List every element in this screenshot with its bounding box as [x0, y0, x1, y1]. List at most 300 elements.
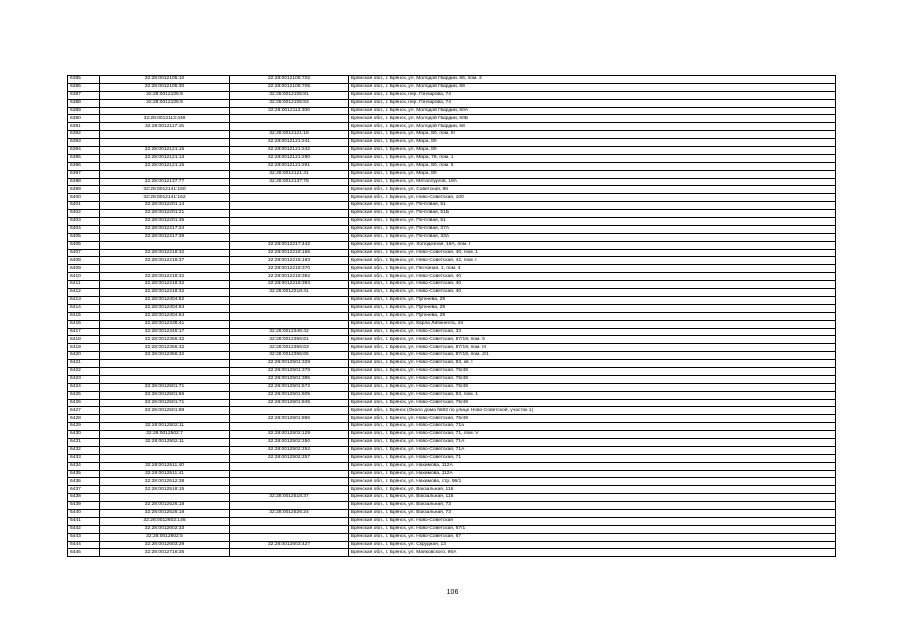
cadastral-number-cell: 32:28:0012511:41 [100, 470, 230, 478]
object-cadastral-number-cell: 32:28:0012121:290 [230, 154, 349, 162]
row-number-cell: 6439 [68, 502, 100, 510]
row-number-cell: 6413 [68, 296, 100, 304]
row-number-cell: 6403 [68, 218, 100, 226]
table-row [68, 399, 836, 407]
table-row [68, 281, 836, 289]
object-cadastral-number-cell: 32:28:0012218:393 [230, 281, 349, 289]
table-row [68, 438, 836, 446]
row-number-cell: 6441 [68, 517, 100, 525]
cadastral-number-cell: 32:28:0012518:15 [100, 486, 230, 494]
address-cell: Брянская обл., г. Брянск, ул. Ново-Советская [349, 517, 836, 525]
row-number-cell: 6409 [68, 265, 100, 273]
address-cell: Брянская обл., г. Брянск, ул. Ново-Советская, 75/49 [349, 399, 836, 407]
table-row [68, 194, 836, 202]
cadastral-number-cell: 32:28:0012603:29 [100, 541, 230, 549]
address-cell: Брянская обл., г. Брянск, ул. Нахимова, 112А [349, 462, 836, 470]
object-cadastral-number-cell: 32:28:0012121:241 [230, 139, 349, 147]
table-row [68, 225, 836, 233]
row-number-cell: 6400 [68, 194, 100, 202]
table-row [68, 123, 836, 131]
cadastral-number-cell: 32:28:0012345:17 [100, 328, 230, 336]
table-row [68, 431, 836, 439]
object-cadastral-number-cell: 32:28:0012501:886 [230, 415, 349, 423]
address-cell: Брянская обл., г. Брянск, ул. Вокзальная, 116 [349, 494, 836, 502]
row-number-cell: 6404 [68, 225, 100, 233]
row-number-cell: 6442 [68, 525, 100, 533]
address-cell: Брянская обл., г. Брянск, ул. Почтовая, 33А [349, 233, 836, 241]
object-cadastral-number-cell [230, 549, 349, 557]
object-cadastral-number-cell: 32:28:0012121:291 [230, 162, 349, 170]
cadastral-number-cell: 32:28:0012141:160 [100, 186, 230, 194]
cadastral-number-cell: 32:28:0012304:62 [100, 296, 230, 304]
address-cell: Брянская обл., г. Брянск, ул. Ново-Советская, 67/1 [349, 525, 836, 533]
cadastral-number-cell [100, 446, 230, 454]
cadastral-number-cell: 32:28:0012338:41 [100, 320, 230, 328]
cadastral-number-cell: 32:28:0012141:162 [100, 194, 230, 202]
table-row [68, 99, 836, 107]
row-number-cell: 6436 [68, 478, 100, 486]
cadastral-number-cell: 32:28:0012217:34 [100, 225, 230, 233]
cadastral-number-cell: 32:28:0012201:35 [100, 218, 230, 226]
address-cell: Брянская обл., г. Брянск, ул. Мира, 80, пом. 5 [349, 162, 836, 170]
address-cell: Брянская обл., г. Брянск, ул. Вокзальная, 116 [349, 486, 836, 494]
object-cadastral-number-cell: 32:28:0012217:442 [230, 241, 349, 249]
object-cadastral-number-cell [230, 312, 349, 320]
object-cadastral-number-cell: 32:28:0012218:392 [230, 273, 349, 281]
row-number-cell: 6414 [68, 304, 100, 312]
page-number: 106 [446, 589, 459, 596]
object-cadastral-number-cell: 32:28:0012502:257 [230, 454, 349, 462]
table-row [68, 162, 836, 170]
cadastral-number-cell: 32:28:0012218:32 [100, 273, 230, 281]
row-number-cell: 6388 [68, 99, 100, 107]
row-number-cell: 6444 [68, 541, 100, 549]
cadastral-number-cell: 32:28:0012501:88 [100, 407, 230, 415]
row-number-cell: 6412 [68, 289, 100, 297]
row-number-cell: 6424 [68, 383, 100, 391]
cadastral-number-cell [100, 454, 230, 462]
table-row [68, 257, 836, 265]
object-cadastral-number-cell [230, 123, 349, 131]
cadastral-number-cell [100, 375, 230, 383]
object-cadastral-number-cell: 32:28:0012518:37 [230, 494, 349, 502]
cadastral-number-cell [100, 360, 230, 368]
cadastral-number-cell: 32:28:0012602:33 [100, 525, 230, 533]
address-cell: Брянская обл., г. Брянск, ул. Ново-Советская, 75/49 [349, 375, 836, 383]
row-number-cell: 6437 [68, 486, 100, 494]
row-number-cell: 6425 [68, 391, 100, 399]
address-cell: Брянская обл., г. Брянск, ул. Мира, 80 [349, 139, 836, 147]
address-cell: Брянская обл., г. Брянск, ул. Мира, 80 [349, 147, 836, 155]
address-cell: Брянская обл., г. Брянск, ул. Мира, 80 [349, 170, 836, 178]
row-number-cell: 6386 [68, 83, 100, 91]
row-number-cell: 6422 [68, 367, 100, 375]
row-number-cell: 6393 [68, 139, 100, 147]
cadastral-number-cell [100, 170, 230, 178]
address-cell: Брянская обл., г. Брянск, пер. Гончарова, 74 [349, 99, 836, 107]
row-number-cell: 6445 [68, 549, 100, 557]
cadastral-number-cell: 32:28:0012502:7 [100, 431, 230, 439]
table-row [68, 509, 836, 517]
object-cadastral-number-cell [230, 233, 349, 241]
table-row [68, 375, 836, 383]
object-cadastral-number-cell: 32:28:0012356:65 [230, 352, 349, 360]
table-row [68, 336, 836, 344]
table-row [68, 107, 836, 115]
object-cadastral-number-cell [230, 462, 349, 470]
cadastral-number-cell: 32:28:0012526:18 [100, 502, 230, 510]
object-cadastral-number-cell: 32:28:0012356:63 [230, 344, 349, 352]
row-number-cell: 6421 [68, 360, 100, 368]
object-cadastral-number-cell: 32:28:0012502:250 [230, 438, 349, 446]
row-number-cell: 6411 [68, 281, 100, 289]
address-cell: Брянская обл., г. Брянск, ул. Нахимова, 112А [349, 470, 836, 478]
cadastral-number-cell: 32:28:0012501:71 [100, 399, 230, 407]
object-cadastral-number-cell: 32:28:0012121:18 [230, 131, 349, 139]
object-cadastral-number-cell: 32:28:0012105:83 [230, 99, 349, 107]
address-cell: Брянская обл., г. Брянск, ул. Пугачева, 29 [349, 296, 836, 304]
cadastral-number-cell: 32:28:0012201:21 [100, 210, 230, 218]
row-number-cell: 6390 [68, 115, 100, 123]
object-cadastral-number-cell [230, 218, 349, 226]
address-cell: Брянская обл., г. Брянск, ул. Ново-Советская, 40 [349, 289, 836, 297]
table-row [68, 241, 836, 249]
table-row [68, 525, 836, 533]
address-cell: Брянская обл., г. Брянск, ул. Почтовая, 37А [349, 225, 836, 233]
address-cell: Брянская обл., г. Брянск, ул. Ново-Советская, 67 [349, 533, 836, 541]
address-cell: Брянская обл., г. Брянск, ул. Ново-Советская, 40, пом. 1 [349, 249, 836, 257]
object-cadastral-number-cell: 32:28:0012526:24 [230, 509, 349, 517]
address-cell: Брянская обл., г. Брянск, ул. Ново-Советская, 42, пом. I [349, 257, 836, 265]
table-row [68, 494, 836, 502]
address-cell: Брянская обл., г. Брянск, ул. Молодой Гвардии, 60Б [349, 115, 836, 123]
cadastral-number-cell: 32:28:0012121:15 [100, 147, 230, 155]
cadastral-number-cell: 32:28:0012217:39 [100, 233, 230, 241]
table-row [68, 186, 836, 194]
row-number-cell: 6434 [68, 462, 100, 470]
table-row [68, 304, 836, 312]
object-cadastral-number-cell: 32:28:0012105:702 [230, 76, 349, 84]
object-cadastral-number-cell [230, 517, 349, 525]
table-row [68, 541, 836, 549]
address-cell: Брянская обл., г. Брянск, ул. Пугачева, 29 [349, 312, 836, 320]
cadastral-number-cell: 32:28:0012105:30 [100, 83, 230, 91]
cadastral-number-cell: 32:28:0012511:40 [100, 462, 230, 470]
row-number-cell: 6387 [68, 91, 100, 99]
table-row [68, 210, 836, 218]
address-cell: Брянская обл., г. Брянск, ул. Почтовая, 51Б [349, 210, 836, 218]
cadastral-number-cell: 32:28:0012218:32 [100, 289, 230, 297]
object-cadastral-number-cell: 32:28:0012502:129 [230, 431, 349, 439]
address-cell: Брянская обл., г. Брянск, ул. Ново-Советская, 71а [349, 423, 836, 431]
address-cell: Брянская обл., г. Брянск, ул. Ново-Советская, 83, пом. 1 [349, 391, 836, 399]
row-number-cell: 6430 [68, 431, 100, 439]
cadastral-number-cell: 32:28:0012218:32 [100, 281, 230, 289]
row-number-cell: 6420 [68, 352, 100, 360]
row-number-cell: 6435 [68, 470, 100, 478]
row-number-cell: 6410 [68, 273, 100, 281]
address-cell: Брянская обл., г. Брянск, ул. Ново-Советская, 71 [349, 454, 836, 462]
cadastral-number-cell: 32:28:0012602:146 [100, 517, 230, 525]
row-number-cell: 6395 [68, 154, 100, 162]
cadastral-number-cell: 32:28:0012137:77 [100, 178, 230, 186]
row-number-cell: 6418 [68, 336, 100, 344]
object-cadastral-number-cell: 32:28:0012105:705 [230, 83, 349, 91]
row-number-cell: 6389 [68, 107, 100, 115]
address-cell: Брянская обл., г. Брянск, ул. Пугачева, 29 [349, 304, 836, 312]
object-cadastral-number-cell: 32:28:0012121:242 [230, 147, 349, 155]
object-cadastral-number-cell: 32:28:0012356:61 [230, 336, 349, 344]
address-cell: Брянская обл., г. Брянск, ул. Ново-Советская, 87/19, пом. 5 [349, 336, 836, 344]
address-cell: Брянская обл., г. Брянск, ул. Молодой Гвардии, 68 [349, 83, 836, 91]
row-number-cell: 6428 [68, 415, 100, 423]
table-row [68, 352, 836, 360]
object-cadastral-number-cell [230, 304, 349, 312]
table-row [68, 76, 836, 84]
object-cadastral-number-cell: 32:28:0012501:845 [230, 399, 349, 407]
address-cell: Брянская обл., г. Брянск, ул. Нахимова, стр. 96/1 [349, 478, 836, 486]
address-cell: Брянская обл., г. Брянск, ул. Ново-Советская, 83, кв. I [349, 360, 836, 368]
table-row [68, 147, 836, 155]
table-row [68, 478, 836, 486]
cadastral-number-cell [100, 107, 230, 115]
cadastral-number-cell: 32:28:0012304:64 [100, 312, 230, 320]
object-cadastral-number-cell: 32:28:0012502:252 [230, 446, 349, 454]
table-row [68, 320, 836, 328]
registry-table-body [68, 76, 836, 557]
row-number-cell: 6397 [68, 170, 100, 178]
object-cadastral-number-cell [230, 486, 349, 494]
object-cadastral-number-cell [230, 210, 349, 218]
object-cadastral-number-cell [230, 296, 349, 304]
address-cell: Брянская обл., г. Брянск, пер. Гончарова, 74 [349, 91, 836, 99]
object-cadastral-number-cell: 32:28:0012501:385 [230, 375, 349, 383]
row-number-cell: 6438 [68, 494, 100, 502]
table-row [68, 549, 836, 557]
object-cadastral-number-cell: 32:28:0012137:78 [230, 178, 349, 186]
cadastral-number-cell: 32:28:0012602:5 [100, 533, 230, 541]
table-row [68, 391, 836, 399]
table-row [68, 454, 836, 462]
object-cadastral-number-cell [230, 194, 349, 202]
table-row [68, 533, 836, 541]
table-row [68, 328, 836, 336]
table-row [68, 154, 836, 162]
address-cell: Брянская обл., г. Брянск, ул. Скрудная, 13 [349, 541, 836, 549]
cadastral-number-cell: 32:28:0012356:32 [100, 352, 230, 360]
object-cadastral-number-cell [230, 407, 349, 415]
row-number-cell: 6401 [68, 202, 100, 210]
address-cell: Брянская обл., г. Брянск, ул. Молодой Гвардии, 60А [349, 107, 836, 115]
address-cell: Брянская обл., г. Брянск (Около дома №83 по улице Ново-Советской, участок 1) [349, 407, 836, 415]
cadastral-number-cell: 32:28:0012105:9 [100, 91, 230, 99]
object-cadastral-number-cell: 32:28:0012501:572 [230, 383, 349, 391]
address-cell: Брянская обл., г. Брянск, ул. Холодезная, 19А, пом. I [349, 241, 836, 249]
table-row [68, 415, 836, 423]
row-number-cell: 6385 [68, 76, 100, 84]
object-cadastral-number-cell [230, 320, 349, 328]
table-row [68, 462, 836, 470]
table-row [68, 446, 836, 454]
cadastral-number-cell: 32:28:0012218:32 [100, 249, 230, 257]
address-cell: Брянская обл., г. Брянск, ул. Карла Либкнехта, 44 [349, 320, 836, 328]
table-row [68, 170, 836, 178]
object-cadastral-number-cell: 32:28:0012218:166 [230, 249, 349, 257]
object-cadastral-number-cell: 32:28:0012603:427 [230, 541, 349, 549]
address-cell: Брянская обл., г. Брянск, ул. Мира, 78, пом. 1 [349, 154, 836, 162]
cadastral-number-cell [100, 131, 230, 139]
object-cadastral-number-cell [230, 525, 349, 533]
table-row [68, 383, 836, 391]
table-row [68, 218, 836, 226]
table-row [68, 502, 836, 510]
row-number-cell: 6423 [68, 375, 100, 383]
table-row [68, 360, 836, 368]
row-number-cell: 6391 [68, 123, 100, 131]
table-row [68, 407, 836, 415]
cadastral-number-cell: 32:28:0012218:37 [100, 257, 230, 265]
object-cadastral-number-cell: 32:28:0012501:378 [230, 367, 349, 375]
object-cadastral-number-cell: 32:28:0012501:605 [230, 391, 349, 399]
table-row [68, 115, 836, 123]
address-cell: Брянская обл., г. Брянск, ул. Ново-Советская, 87/19, пом. III [349, 344, 836, 352]
address-cell: Брянская обл., г. Брянск, ул. Почтовая, 51 [349, 202, 836, 210]
address-cell: Брянская обл., г. Брянск, ул. Вокзальная, 73 [349, 502, 836, 510]
object-cadastral-number-cell: 32:28:0012218:41 [230, 289, 349, 297]
address-cell: Брянская обл., г. Брянск, ул. Ново-Советская, 71, пом. V [349, 431, 836, 439]
table-row [68, 344, 836, 352]
table-row [68, 296, 836, 304]
cadastral-number-cell: 32:28:0012304:63 [100, 304, 230, 312]
row-number-cell: 6408 [68, 257, 100, 265]
table-row [68, 289, 836, 297]
table-row [68, 273, 836, 281]
address-cell: Брянская обл., г. Брянск, ул. Ново-Советская, 40 [349, 281, 836, 289]
cadastral-number-cell: 32:28:0012502:11 [100, 423, 230, 431]
cadastral-number-cell: 32:28:0012356:32 [100, 344, 230, 352]
address-cell: Брянская обл., г. Брянск, ул. Вокзальная, 73 [349, 509, 836, 517]
table-row [68, 470, 836, 478]
row-number-cell: 6427 [68, 407, 100, 415]
object-cadastral-number-cell: 32:28:0012218:183 [230, 257, 349, 265]
row-number-cell: 6417 [68, 328, 100, 336]
address-cell: Брянская обл., г. Брянск, ул. Металлургов, 19А [349, 178, 836, 186]
object-cadastral-number-cell [230, 115, 349, 123]
table-row [68, 178, 836, 186]
row-number-cell: 6440 [68, 509, 100, 517]
row-number-cell: 6433 [68, 454, 100, 462]
row-number-cell: 6392 [68, 131, 100, 139]
cadastral-number-cell: 32:28:0012501:71 [100, 383, 230, 391]
address-cell: Брянская обл., г. Брянск, ул. Советская, 86 [349, 186, 836, 194]
row-number-cell: 6399 [68, 186, 100, 194]
table-row [68, 486, 836, 494]
row-number-cell: 6419 [68, 344, 100, 352]
address-cell: Брянская обл., г. Брянск, ул. Ново-Советская, 100 [349, 194, 836, 202]
address-cell: Брянская обл., г. Брянск, ул. Ново-Советская, 87/19, пом. 2/1 [349, 352, 836, 360]
object-cadastral-number-cell [230, 533, 349, 541]
cadastral-number-cell: 32:28:0012105:10 [100, 76, 230, 84]
object-cadastral-number-cell [230, 423, 349, 431]
registry-table [67, 75, 836, 557]
object-cadastral-number-cell [230, 470, 349, 478]
object-cadastral-number-cell: 32:28:0012345:42 [230, 328, 349, 336]
address-cell: Брянская обл., г. Брянск, ул. Ново-Советская, 75/49 [349, 383, 836, 391]
address-cell: Брянская обл., г. Брянск, ул. Мира, 80, пом. III [349, 131, 836, 139]
object-cadastral-number-cell [230, 225, 349, 233]
table-row [68, 517, 836, 525]
cadastral-number-cell: 32:28:0012502:11 [100, 438, 230, 446]
cadastral-number-cell: 32:28:0012113:446 [100, 115, 230, 123]
table-row [68, 423, 836, 431]
cadastral-number-cell [100, 265, 230, 273]
row-number-cell: 6394 [68, 147, 100, 155]
address-cell: Брянская обл., г. Брянск, ул. Ново-Советская, 71А [349, 446, 836, 454]
row-number-cell: 6416 [68, 320, 100, 328]
table-row [68, 249, 836, 257]
cadastral-number-cell: 32:28:0012117:15 [100, 123, 230, 131]
table-row [68, 312, 836, 320]
table-row [68, 139, 836, 147]
table-row [68, 202, 836, 210]
address-cell: Брянская обл., г. Брянск, ул. Почтовая, 51 [349, 218, 836, 226]
table-row [68, 83, 836, 91]
cadastral-number-cell: 32:28:0012121:15 [100, 162, 230, 170]
row-number-cell: 6432 [68, 446, 100, 454]
cadastral-number-cell [100, 415, 230, 423]
row-number-cell: 6405 [68, 233, 100, 241]
row-number-cell: 6429 [68, 423, 100, 431]
address-cell: Брянская обл., г. Брянск, ул. Ново-Советская, 71А [349, 438, 836, 446]
object-cadastral-number-cell [230, 502, 349, 510]
cadastral-number-cell [100, 367, 230, 375]
cadastral-number-cell: 32:28:0012512:38 [100, 478, 230, 486]
cadastral-number-cell [100, 494, 230, 502]
row-number-cell: 6396 [68, 162, 100, 170]
cadastral-number-cell [100, 139, 230, 147]
object-cadastral-number-cell [230, 202, 349, 210]
cadastral-number-cell: 32:28:0012201:14 [100, 202, 230, 210]
object-cadastral-number-cell: 32:28:0012501:329 [230, 360, 349, 368]
row-number-cell: 6431 [68, 438, 100, 446]
row-number-cell: 6415 [68, 312, 100, 320]
table-row [68, 265, 836, 273]
address-cell: Брянская обл., г. Брянск, ул. Песчаная, 1, пом. 4 [349, 265, 836, 273]
object-cadastral-number-cell: 32:28:0012218:370 [230, 265, 349, 273]
cadastral-number-cell: 32:28:0012356:32 [100, 336, 230, 344]
row-number-cell: 6426 [68, 399, 100, 407]
row-number-cell: 6398 [68, 178, 100, 186]
object-cadastral-number-cell: 32:28:0012121:41 [230, 170, 349, 178]
address-cell: Брянская обл., г. Брянск, ул. Ново-Советская, 34 [349, 328, 836, 336]
cadastral-number-cell: 32:28:0012105:9 [100, 99, 230, 107]
table-row [68, 367, 836, 375]
cadastral-number-cell: 32:28:0012716:35 [100, 549, 230, 557]
table-row [68, 131, 836, 139]
address-cell: Брянская обл., г. Брянск, ул. Молодой Гвардии, 58 [349, 123, 836, 131]
address-cell: Брянская обл., г. Брянск, ул. Ново-Советская, 40 [349, 273, 836, 281]
row-number-cell: 6406 [68, 241, 100, 249]
table-row [68, 233, 836, 241]
cadastral-number-cell: 32:28:0012501:66 [100, 391, 230, 399]
object-cadastral-number-cell: 32:28:0012105:81 [230, 91, 349, 99]
address-cell: Брянская обл., г. Брянск, ул. Молодой Гвардии, 66, пом. 3 [349, 76, 836, 84]
object-cadastral-number-cell: 32:28:0012113:300 [230, 107, 349, 115]
row-number-cell: 6443 [68, 533, 100, 541]
address-cell: Брянская обл., г. Брянск, ул. Ново-Советская, 75/49 [349, 367, 836, 375]
cadastral-number-cell: 32:28:0012526:18 [100, 509, 230, 517]
address-cell: Брянская обл., г. Брянск, ул. Маяковского, 96А [349, 549, 836, 557]
